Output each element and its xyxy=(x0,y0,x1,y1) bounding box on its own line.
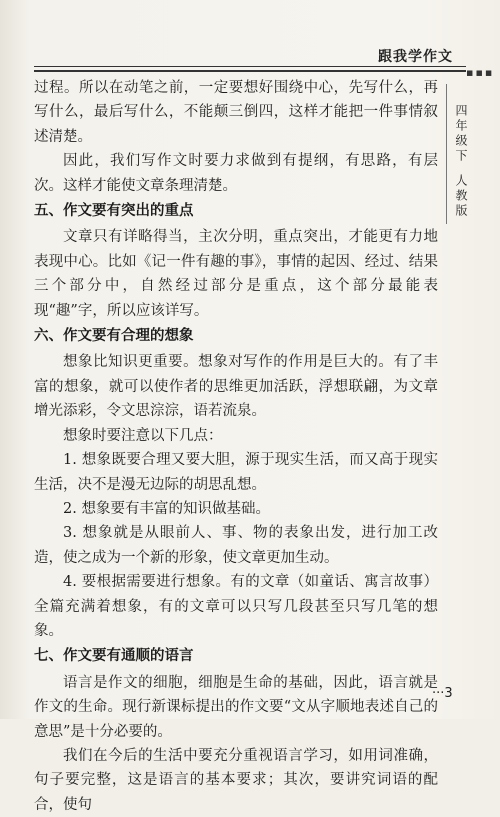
section-heading: 五、作文要有突出的重点 xyxy=(34,203,194,220)
header-rule-thick xyxy=(34,70,466,72)
side-grade-label: 四年级下 xyxy=(454,104,468,164)
list-item: 4. 要根据需要进行想象。有的文章（如童话、寓言故事）全篇充满着想象，有的文章可以只写几段甚至只写几笔的想象。 xyxy=(34,574,438,639)
list-item: 1. 想象既要合理又要大胆，源于现实生活，而又高于现实生活，决不是漫无边际的胡思乱想。 xyxy=(34,452,438,493)
list-item: 3. 想象就是从眼前人、事、物的表象出发，进行加工改造，使之成为一个新的形象，使文章更加生动。 xyxy=(34,525,438,566)
body-text-column xyxy=(34,76,438,817)
book-title: 跟我学作文 xyxy=(378,49,453,65)
paragraph: 想象时要注意以下几点： xyxy=(63,427,223,444)
paragraph: 文章只有详略得当，主次分明，重点突出，才能更有力地表现中心。比如《记一件有趣的事》，事情的起因、经过、结果三个部分中，自然经过部分是重点，这个部分最能表现“趣”字，所以应该详写。 xyxy=(34,229,438,319)
header-dots: ▪▪▪ xyxy=(466,66,495,79)
paragraph: 我们在今后的生活中要充分重视语言学习，如用词准确，句子要完整，这是语言的基本要求；其次，要讲究词语的配合，使句 xyxy=(34,747,438,813)
paragraph: 语言是作文的细胞，细胞是生命的基础，因此，语言就是作文的生命。现行新课标提出的作文要“文从字顺地表述自己的意思”是十分必要的。 xyxy=(34,674,438,740)
section-heading: 六、作文要有合理的想象 xyxy=(34,328,194,345)
paragraph: 想象比知识更重要。想象对写作的作用是巨大的。有了丰富的想象，就可以使作者的思维更加活跃，浮想联翩，为文章增光添彩，令文思淙淙，语若流泉。 xyxy=(34,354,438,420)
page-number: ···3 xyxy=(432,686,453,701)
paragraph: 过程。所以在动笔之前，一定要想好围绕中心，先写什么，再写什么，最后写什么，不能颠三倒四，这样才能把一件事情叙述清楚。 xyxy=(34,80,438,145)
paragraph: 因此，我们写作文时要力求做到有提纲，有思路，有层次。这样才能使文章条理清楚。 xyxy=(34,153,438,194)
list-item: 2. 想象要有丰富的知识做基础。 xyxy=(63,500,270,517)
side-edition-label: 人教版 xyxy=(454,174,468,219)
section-heading: 七、作文要有通顺的语言 xyxy=(34,648,194,665)
